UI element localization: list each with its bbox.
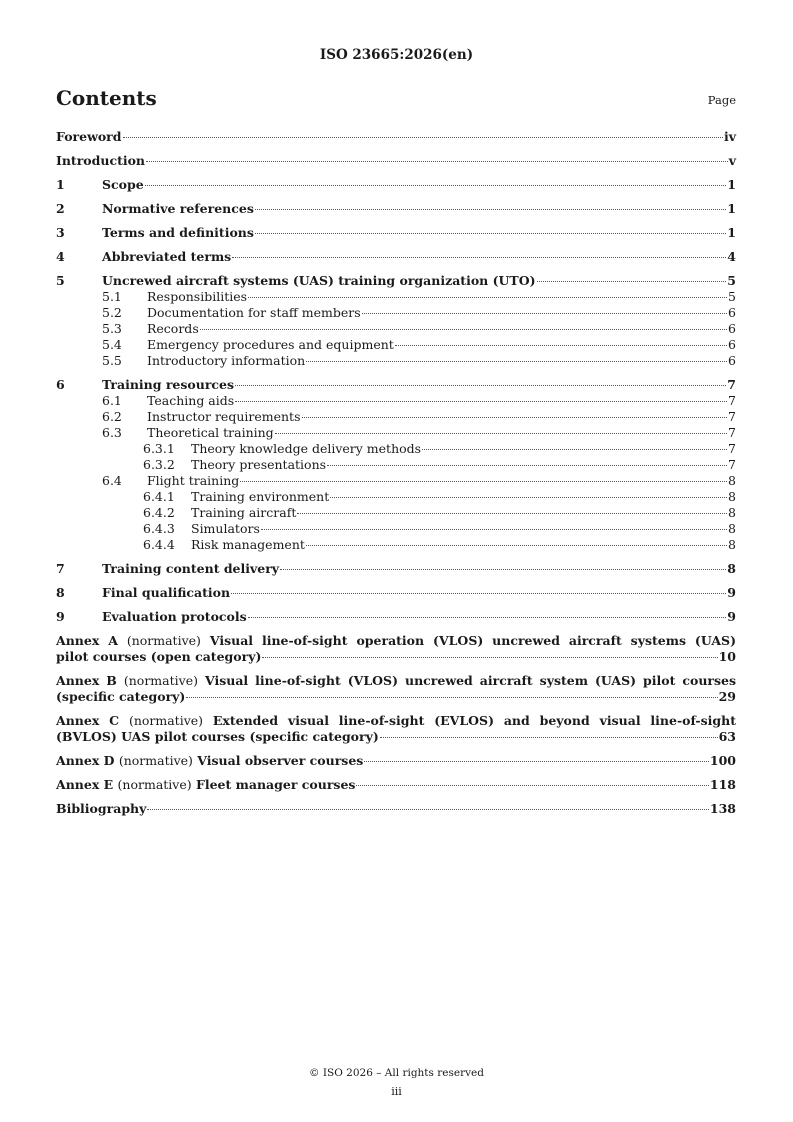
dot-leader — [146, 161, 728, 162]
toc-annex-entry[interactable] — [56, 753, 736, 769]
dot-leader — [231, 593, 726, 594]
document-id-header: ISO 23665:2026(en) — [319, 47, 474, 63]
toc-entry[interactable] — [56, 305, 736, 321]
toc-entry[interactable] — [56, 393, 736, 409]
dot-leader — [422, 449, 727, 450]
toc-entry-page: 6 — [728, 353, 736, 368]
toc-entry-title: Training environment — [191, 489, 330, 504]
toc-entry[interactable] — [56, 561, 736, 577]
dot-leader — [248, 297, 727, 298]
toc-entry-page: 5 — [728, 289, 736, 304]
dot-leader — [123, 137, 723, 138]
annex-title-continued: (BVLOS) UAS pilot courses (specific category) — [56, 729, 379, 744]
annex-title: Visual observer courses — [197, 753, 364, 768]
toc-entry-page: 1 — [727, 177, 736, 192]
toc-entry-number: 6.3 — [102, 425, 122, 440]
annex-page: 29 — [718, 689, 736, 704]
toc-annex-entry[interactable] — [56, 713, 736, 745]
annex-page: 63 — [718, 729, 736, 744]
toc-entry[interactable] — [56, 225, 736, 241]
toc-entry-title: Scope — [102, 177, 144, 192]
toc-entry-title: Foreword — [56, 129, 122, 144]
toc-entry-number: 5.3 — [102, 321, 122, 336]
toc-entry-page: v — [728, 153, 736, 168]
toc-entry-title: Abbreviated terms — [102, 249, 232, 264]
annex-first-line — [56, 673, 736, 689]
annex-second-line — [56, 649, 736, 665]
toc-entry[interactable] — [56, 201, 736, 217]
toc-entry[interactable] — [56, 409, 736, 425]
toc-entry-title: Evaluation protocols — [102, 609, 247, 624]
toc-entry-page: 7 — [728, 393, 736, 408]
toc-entry-number: 4 — [56, 249, 65, 264]
toc-entry-page: 9 — [727, 609, 736, 624]
toc-entry-number: 6.4.1 — [143, 489, 175, 504]
annex-title: Extended visual line-of-sight (EVLOS) and beyond visual line-of-sight — [212, 713, 736, 728]
annex-label: Annex E — [56, 777, 114, 792]
annex-label: Annex D — [56, 753, 115, 768]
toc-entry-title: Teaching aids — [147, 393, 235, 408]
toc-entry-number: 2 — [56, 201, 65, 216]
dot-leader — [275, 433, 727, 434]
toc-entry-title: Training content delivery — [102, 561, 280, 576]
toc-entry-title: Theory presentations — [191, 457, 327, 472]
annex-type: (normative) — [128, 713, 204, 728]
toc-entry-page: iv — [723, 129, 736, 144]
toc-entry-title: Responsibilities — [147, 289, 248, 304]
dot-leader — [145, 185, 727, 186]
annex-label: Annex B — [56, 673, 117, 688]
dot-leader — [200, 329, 727, 330]
annex-page: 100 — [709, 753, 736, 768]
dot-leader — [306, 545, 727, 546]
toc-entry-number: 6 — [56, 377, 65, 392]
toc-entry[interactable] — [56, 505, 736, 521]
toc-entry-title: Emergency procedures and equipment — [147, 337, 394, 352]
toc-entry[interactable] — [56, 177, 736, 193]
toc-entry-page: 8 — [727, 561, 736, 576]
toc-entry-title: Documentation for staff members — [147, 305, 361, 320]
toc-entry-number: 6.1 — [102, 393, 122, 408]
toc-entry-number: 6.4 — [102, 473, 122, 488]
toc-entry-title: Normative references — [102, 201, 254, 216]
toc-entry-number: 5.5 — [102, 353, 122, 368]
toc-entry-number: 5.4 — [102, 337, 122, 352]
table-of-contents — [56, 129, 736, 817]
annex-second-line — [56, 689, 736, 705]
annex-title-continued: pilot courses (open category) — [56, 649, 262, 664]
toc-entry[interactable] — [56, 129, 736, 145]
bibliography-title: Bibliography — [56, 801, 147, 816]
toc-entry-title: Training aircraft — [191, 505, 297, 520]
annex-type: (normative) — [118, 753, 193, 768]
dot-leader — [248, 617, 727, 618]
toc-entry-number: 1 — [56, 177, 65, 192]
toc-entry-page: 9 — [727, 585, 736, 600]
toc-entry[interactable] — [56, 457, 736, 473]
toc-entry-page: 6 — [728, 305, 736, 320]
dot-leader — [306, 361, 727, 362]
dot-leader — [537, 281, 727, 282]
annex-line — [56, 777, 736, 793]
toc-entry-number: 8 — [56, 585, 65, 600]
toc-entry-page: 4 — [727, 249, 736, 264]
toc-entry[interactable] — [56, 337, 736, 353]
toc-entry-page: 5 — [727, 273, 736, 288]
toc-bibliography-entry[interactable] — [56, 801, 736, 817]
dot-leader — [255, 209, 726, 210]
toc-entry[interactable] — [56, 537, 736, 553]
toc-entry-page: 7 — [728, 457, 736, 472]
toc-entry-title: Introductory information — [147, 353, 306, 368]
toc-entry-title: Terms and definitions — [102, 225, 254, 240]
dot-leader — [232, 257, 726, 258]
toc-entry-title: Uncrewed aircraft systems (UAS) training organization (UTO) — [102, 273, 536, 288]
toc-entry-number: 6.3.1 — [143, 441, 175, 456]
annex-page: 118 — [709, 777, 736, 792]
annex-heading — [56, 777, 355, 793]
toc-entry[interactable] — [56, 521, 736, 537]
page-column-label: Page — [707, 93, 736, 107]
toc-entry-page: 7 — [727, 377, 736, 392]
toc-entry-title: Risk management — [191, 537, 305, 552]
dot-leader — [261, 529, 727, 530]
annex-title: Visual line-of-sight operation (VLOS) uncrewed aircraft systems (UAS) — [209, 633, 736, 648]
annex-first-line — [56, 633, 736, 649]
dot-leader — [280, 569, 726, 570]
annex-first-line — [56, 713, 736, 729]
toc-entry-page: 8 — [728, 521, 736, 536]
toc-entry-number: 6.4.2 — [143, 505, 175, 520]
toc-entry-number: 6.4.3 — [143, 521, 175, 536]
toc-annex-entry[interactable] — [56, 673, 736, 705]
annex-title-continued: (specific category) — [56, 689, 186, 704]
toc-entry-page: 6 — [728, 321, 736, 336]
toc-entry[interactable] — [56, 273, 736, 289]
annex-line — [56, 753, 736, 769]
toc-entry-title: Flight training — [147, 473, 240, 488]
toc-entry-page: 1 — [727, 225, 736, 240]
toc-entry-title: Records — [147, 321, 199, 336]
annex-title: Fleet manager courses — [195, 777, 356, 792]
toc-entry-number: 6.2 — [102, 409, 122, 424]
toc-entry-number: 5 — [56, 273, 65, 288]
dot-leader — [327, 465, 727, 466]
toc-entry[interactable] — [56, 249, 736, 265]
annex-label: Annex A — [56, 633, 118, 648]
annex-page: 10 — [718, 649, 736, 664]
toc-entry-title: Training resources — [102, 377, 235, 392]
toc-entry-page: 6 — [728, 337, 736, 352]
dot-leader — [362, 313, 727, 314]
dot-leader — [395, 345, 727, 346]
dot-leader — [364, 761, 709, 762]
toc-annex-entry[interactable] — [56, 633, 736, 665]
dot-leader — [186, 697, 717, 698]
toc-entry-page: 8 — [728, 489, 736, 504]
annex-type: (normative) — [126, 633, 201, 648]
dot-leader — [255, 233, 726, 234]
toc-entry-title: Theoretical training — [147, 425, 274, 440]
toc-entry[interactable] — [56, 289, 736, 305]
footer-page-number: iii — [391, 1085, 402, 1098]
toc-entry-page: 7 — [728, 409, 736, 424]
toc-entry-title: Introduction — [56, 153, 146, 168]
contents-title: Contents — [56, 86, 157, 110]
toc-entry-number: 7 — [56, 561, 65, 576]
dot-leader — [262, 657, 717, 658]
footer-copyright: © ISO 2026 – All rights reserved — [309, 1067, 484, 1079]
annex-type: (normative) — [123, 673, 198, 688]
toc-entry-title: Theory knowledge delivery methods — [191, 441, 422, 456]
toc-entry-page: 7 — [728, 425, 736, 440]
annex-type: (normative) — [117, 777, 192, 792]
annex-second-line — [56, 729, 736, 745]
toc-entry[interactable] — [56, 377, 736, 393]
toc-entry-number: 5.2 — [102, 305, 122, 320]
toc-entry-number: 3 — [56, 225, 65, 240]
dot-leader — [302, 417, 728, 418]
toc-entry[interactable] — [56, 425, 736, 441]
toc-entry-title: Final qualification — [102, 585, 231, 600]
toc-entry-page: 8 — [728, 537, 736, 552]
toc-entry[interactable] — [56, 441, 736, 457]
annex-title: Visual line-of-sight (VLOS) uncrewed aircraft system (UAS) pilot courses — [204, 673, 737, 688]
toc-entry[interactable] — [56, 489, 736, 505]
toc-entry-page: 7 — [728, 441, 736, 456]
toc-entry[interactable] — [56, 153, 736, 169]
toc-entry-page: 1 — [727, 201, 736, 216]
toc-annex-entry[interactable] — [56, 777, 736, 793]
bibliography-page: 138 — [709, 801, 736, 816]
annex-label: Annex C — [56, 713, 120, 728]
toc-entry-number: 6.3.2 — [143, 457, 175, 472]
toc-entry-number: 9 — [56, 609, 65, 624]
toc-entry-title: Simulators — [191, 521, 260, 536]
toc-entry[interactable] — [56, 473, 736, 489]
toc-entry-page: 8 — [728, 505, 736, 520]
dot-leader — [147, 809, 709, 810]
annex-heading — [56, 753, 363, 769]
toc-entry-number: 5.1 — [102, 289, 122, 304]
dot-leader — [235, 401, 727, 402]
dot-leader — [297, 513, 727, 514]
dot-leader — [240, 481, 727, 482]
dot-leader — [330, 497, 727, 498]
toc-entry[interactable] — [56, 321, 736, 337]
dot-leader — [235, 385, 726, 386]
toc-entry-number: 6.4.4 — [143, 537, 175, 552]
dot-leader — [380, 737, 718, 738]
toc-entry[interactable] — [56, 353, 736, 369]
dot-leader — [356, 785, 708, 786]
toc-entry-title: Instructor requirements — [147, 409, 301, 424]
toc-entry[interactable] — [56, 585, 736, 601]
toc-entry-page: 8 — [728, 473, 736, 488]
toc-entry[interactable] — [56, 609, 736, 625]
